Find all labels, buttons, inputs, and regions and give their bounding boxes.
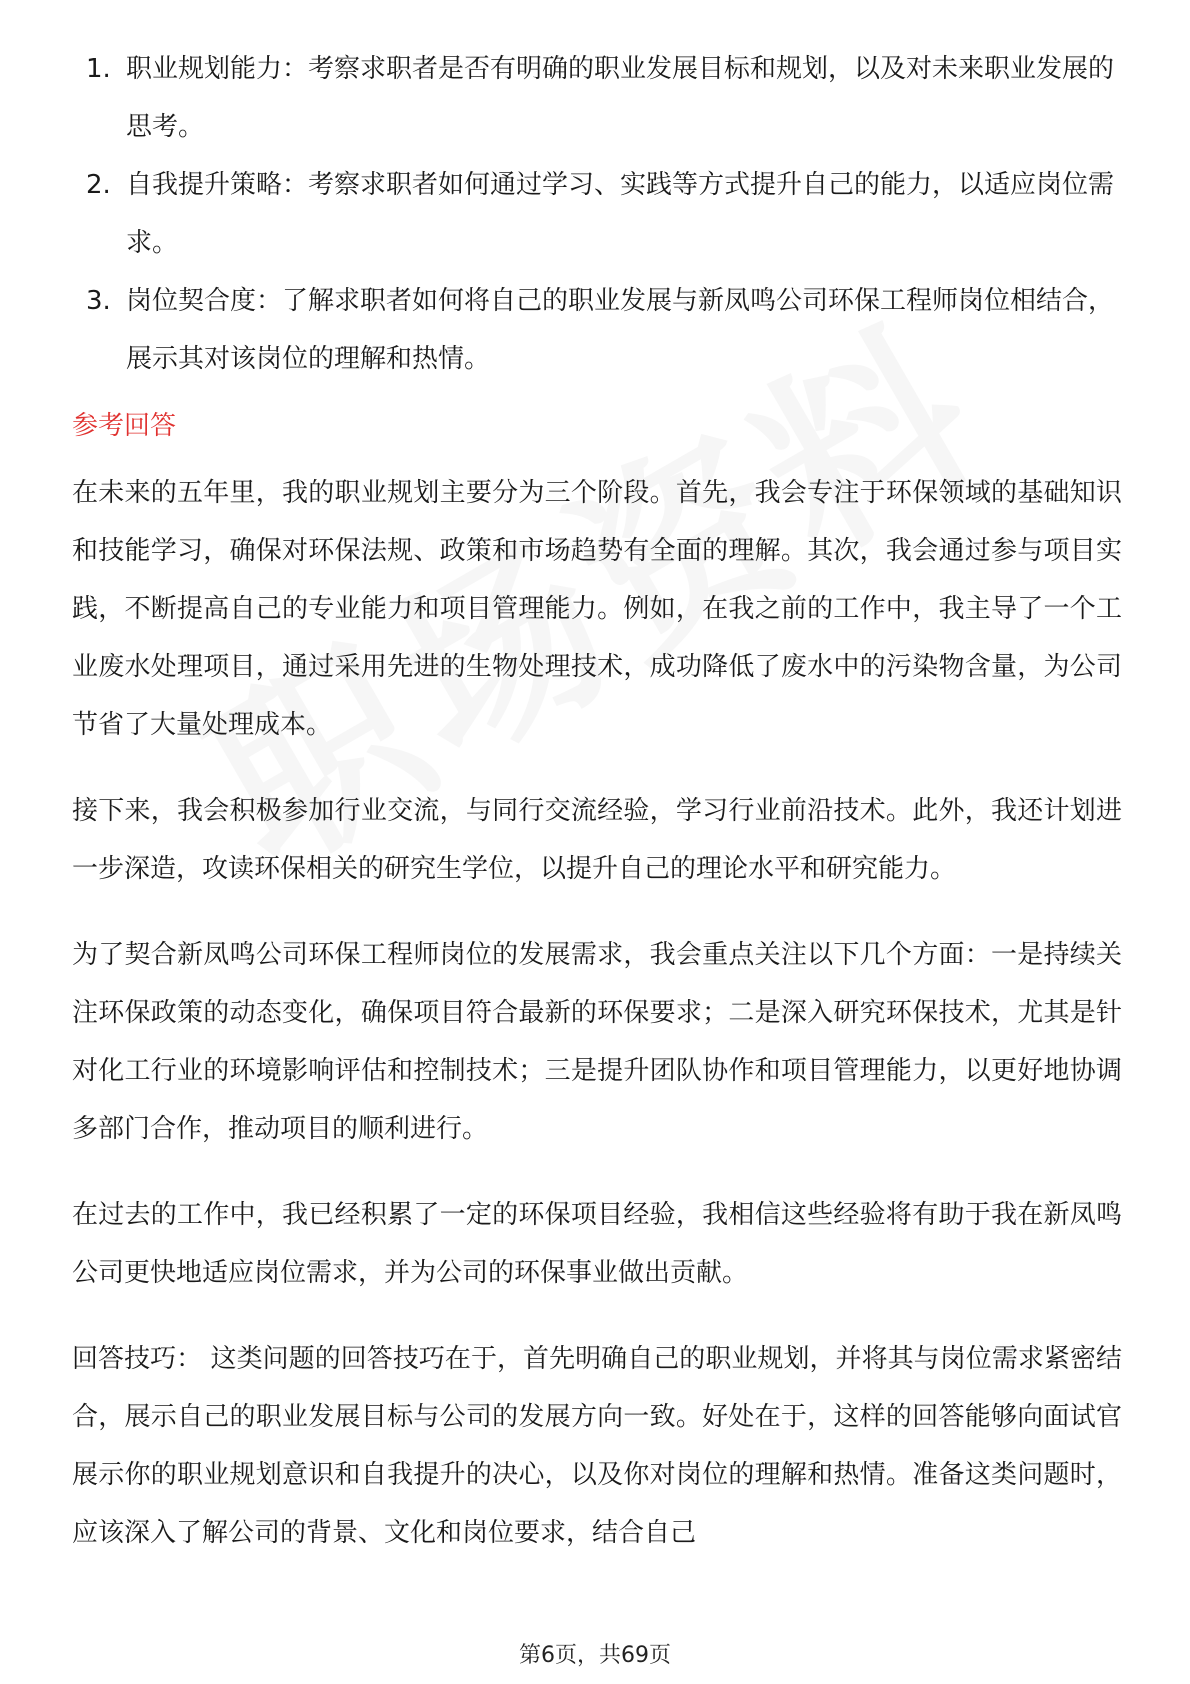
paragraph: 接下来，我会积极参加行业交流，与同行交流经验，学习行业前沿技术。此外，我还计划进一步深造，攻读环保相关的研究生学位，以提升自己的理论水平和研究能力。	[72, 796, 1122, 884]
page-content	[72, 40, 1122, 1590]
list-item-number: 2.	[86, 170, 111, 200]
list-item	[72, 40, 1122, 156]
list-item-number: 1.	[86, 54, 111, 84]
evaluation-points-list	[72, 40, 1122, 388]
paragraph: 为了契合新凤鸣公司环保工程师岗位的发展需求，我会重点关注以下几个方面：一是持续关注环保政策的动态变化，确保项目符合最新的环保要求；二是深入研究环保技术，尤其是针对化工行业的环境影响评估和控制技术；三是提升团队协作和项目管理能力，以更好地协调多部门合作，推动项目的顺利进行。	[72, 940, 1122, 1144]
list-item-text: 自我提升策略：考察求职者如何通过学习、实践等方式提升自己的能力，以适应岗位需求。	[126, 170, 1115, 258]
section-heading: 参考回答	[72, 411, 177, 441]
paragraph: 在过去的工作中，我已经积累了一定的环保项目经验，我相信这些经验将有助于我在新凤鸣公司更快地适应岗位需求，并为公司的环保事业做出贡献。	[72, 1200, 1122, 1288]
list-item	[72, 272, 1122, 388]
paragraph: 在未来的五年里，我的职业规划主要分为三个阶段。首先，我会专注于环保领域的基础知识和技能学习，确保对环保法规、政策和市场趋势有全面的理解。其次，我会通过参与项目实践，不断提高自己的专业能力和项目管理能力。例如，在我之前的工作中，我主导了一个工业废水处理项目，通过采用先进的生物处理技术，成功降低了废水中的污染物含量，为公司节省了大量处理成本。	[72, 478, 1122, 740]
page-number-footer: 第6页，共69页	[519, 1643, 671, 1668]
list-item-number: 3.	[86, 286, 111, 316]
list-item-text: 岗位契合度：了解求职者如何将自己的职业发展与新凤鸣公司环保工程师岗位相结合，展示其对该岗位的理解和热情。	[126, 286, 1115, 374]
list-item-text: 职业规划能力：考察求职者是否有明确的职业发展目标和规划，以及对未来职业发展的思考。	[126, 54, 1115, 142]
list-item	[72, 156, 1122, 272]
paragraph: 回答技巧： 这类问题的回答技巧在于，首先明确自己的职业规划，并将其与岗位需求紧密结合，展示自己的职业发展目标与公司的发展方向一致。好处在于，这样的回答能够向面试官展示你的职业规划意识和自我提升的决心，以及你对岗位的理解和热情。准备这类问题时，应该深入了解公司的背景、文化和岗位要求，结合自己	[72, 1344, 1122, 1548]
